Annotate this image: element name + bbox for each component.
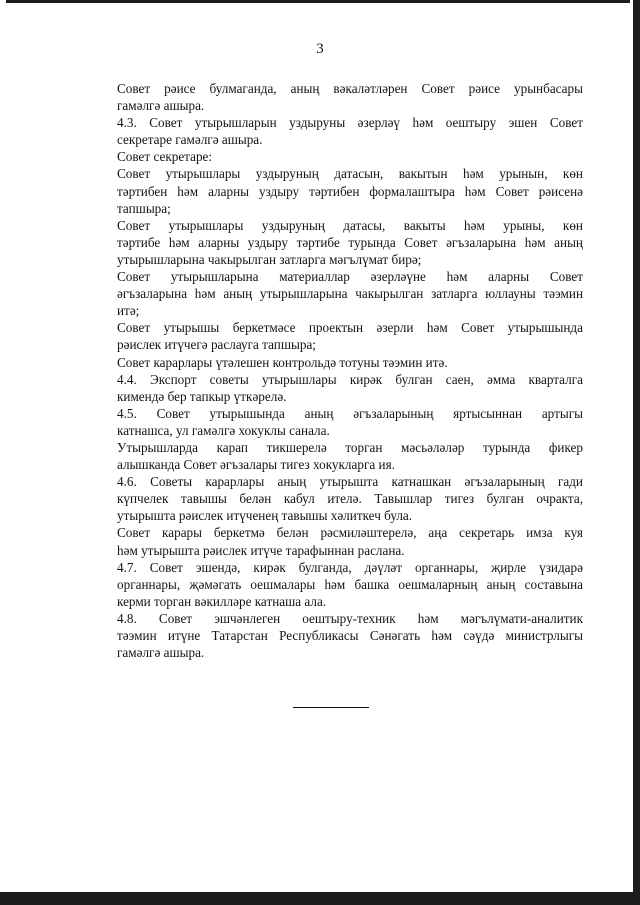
paragraph-secretary bbox=[91, 148, 583, 165]
text-line: Совет утырышы беркетмәсе проектын әзерли һәм Совет утырышында bbox=[117, 320, 583, 336]
text-line: 4.5. Совет утырышында аның әгъзаларының яртысыннан артыгы bbox=[117, 405, 583, 421]
paragraph-4-3 bbox=[91, 114, 583, 148]
text-line: Совет карары беркетмә белән рәсмиләштерелә, аңа секретарь имза куя bbox=[117, 525, 583, 541]
paragraph-4-5 bbox=[91, 405, 583, 439]
text-line: 4.3. Совет утырышларын уздыруны әзерләү һәм оештыру эшен Совет bbox=[117, 115, 583, 131]
paragraph-secretary-item-5 bbox=[91, 354, 583, 371]
paragraph-voting-rights bbox=[91, 439, 583, 473]
paragraph-secretary-item-2 bbox=[91, 217, 583, 268]
text-line: күпчелек тавышы белән кабул ителә. Тавышлар тигез булган очракта, bbox=[117, 491, 583, 507]
text-line: тапшыра; bbox=[117, 200, 171, 216]
text-line: һәм утырышта рәислек итүче тарафыннан раслана. bbox=[117, 542, 405, 558]
scan-border-right bbox=[633, 0, 640, 905]
text-line: Совет утырышлары уздыруның датасы, вакыты һәм урыны, көн bbox=[117, 217, 583, 233]
paragraph-4-6 bbox=[91, 473, 583, 524]
text-line: әгъзаларына һәм аның утырышларына чакырылган затларга юллауны тәэмин bbox=[117, 286, 583, 302]
text-line: Утырышларда карап тикшерелә торган мәсьәләләр турында фикер bbox=[117, 439, 583, 455]
document-body bbox=[91, 80, 583, 661]
text-line: тәэмин итүне Татарстан Республикасы Сәнәгать һәм сәүдә министрлыгы bbox=[117, 628, 583, 643]
scan-border-bottom bbox=[0, 892, 640, 905]
paragraph-4-7 bbox=[91, 559, 583, 610]
text-line: гамәлгә ашыра. bbox=[117, 98, 205, 114]
paragraph-4-4 bbox=[91, 371, 583, 405]
text-line: керми торган вәкилләре катнаша ала. bbox=[117, 593, 327, 609]
text-line: гамәлгә ашыра. bbox=[117, 645, 205, 661]
text-line: 4.6. Советы карарлары аның утырышта катнашкан әгъзаларының гади bbox=[117, 474, 583, 490]
paragraph-4-8 bbox=[91, 610, 583, 661]
text-line: тәртибе һәм аларны уздыру тәртибе турында Совет әгъзаларына һәм аның bbox=[117, 234, 583, 250]
text-line: органнары, җәмәгать оешмалары һәм башка оешмаларның аның составына bbox=[117, 576, 583, 592]
text-line: алышканда Совет әгъзалары тигез хокукларга ия. bbox=[117, 457, 395, 473]
text-line: 4.4. Экспорт советы утырышлары кирәк булган саен, әмма кварталга bbox=[117, 371, 583, 387]
text-line: Совет карарлары үтәлешен контрольдә тотуны тәэмин итә. bbox=[117, 354, 448, 370]
text-line: рәислек итүчегә раслауга тапшыра; bbox=[117, 337, 316, 353]
end-separator-line bbox=[293, 707, 369, 708]
scan-border-top bbox=[6, 0, 630, 3]
paragraph-minutes bbox=[91, 524, 583, 558]
text-line: итә; bbox=[117, 303, 140, 319]
text-line: Совет рәисе булмаганда, аның вәкаләтләрен Совет рәисе урынбасары bbox=[117, 81, 583, 96]
text-line: 4.8. Совет эшчәнлеген оештыру-техник һәм мәгълүмати-аналитик bbox=[117, 610, 583, 626]
text-line: катнашса, ул гамәлгә хокуклы санала. bbox=[117, 422, 330, 438]
paragraph-secretary-item-1 bbox=[91, 165, 583, 216]
page-number: 3 bbox=[316, 41, 324, 57]
text-line: Совет утырышлары уздыруның датасын, вакытын һәм урынын, көн bbox=[117, 166, 583, 182]
text-line: утырышларына чакырылган затларга мәгълүмат бирә; bbox=[117, 251, 422, 267]
paragraph-secretary-item-4 bbox=[91, 319, 583, 353]
text-line: секретаре гамәлгә ашыра. bbox=[117, 132, 263, 148]
paragraph-secretary-item-3 bbox=[91, 268, 583, 319]
text-line: Совет утырышларына материаллар әзерләүне һәм аларны Совет bbox=[117, 269, 583, 285]
text-line: Совет секретаре: bbox=[117, 149, 213, 165]
text-line: 4.7. Совет эшендә, кирәк булганда, дәүләт органнары, җирле үзидарә bbox=[117, 559, 583, 575]
paragraph-chair-absence bbox=[91, 80, 583, 114]
text-line: тәртибен һәм аларны уздыру тәртибен формалаштыра һәм Совет рәисенә bbox=[117, 183, 583, 199]
text-line: утырышта рәислек итүченең тавышы хәлиткеч була. bbox=[117, 508, 413, 524]
text-line: кимендә бер тапкыр үткәрелә. bbox=[117, 388, 287, 404]
